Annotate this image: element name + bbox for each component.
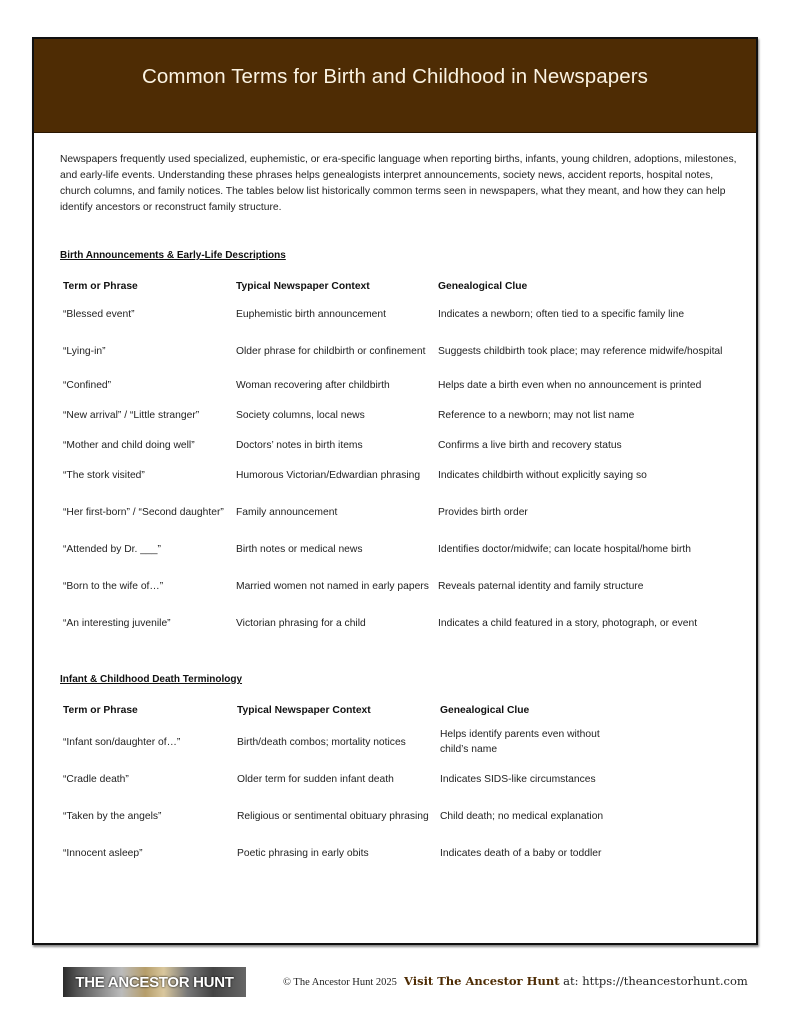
table-row	[60, 490, 740, 534]
term-cell: “Attended by Dr. ___”	[63, 543, 161, 555]
death-terms-table	[60, 700, 740, 868]
table-row	[60, 764, 740, 794]
context-cell: Humorous Victorian/Edwardian phrasing	[236, 469, 421, 481]
term-cell: “Mother and child doing well”	[63, 439, 195, 451]
section-title-death: Infant & Childhood Death Terminology	[60, 674, 243, 685]
table-header-row	[60, 700, 740, 720]
column-header-term: Term or Phrase	[63, 704, 138, 716]
clue-cell: Indicates death of a baby or toddler	[440, 847, 602, 859]
context-cell: Older term for sudden infant death	[237, 773, 394, 785]
table-row	[60, 564, 740, 608]
clue-cell: Indicates a child featured in a story, photograph, or event	[438, 617, 698, 629]
clue-cell: Identifies doctor/midwife; can locate hospital/home birth	[438, 543, 691, 555]
clue-cell: Helps date a birth even when no announcement is printed	[438, 379, 702, 391]
column-header-term: Term or Phrase	[63, 280, 138, 292]
term-cell: “Lying-in”	[63, 346, 106, 357]
context-cell: Birth notes or medical news	[236, 543, 363, 555]
table-header-row	[60, 276, 740, 296]
site-url-link[interactable]: https://theancestorhunt.com	[582, 974, 748, 988]
table-row	[60, 370, 740, 400]
context-cell: Older phrase for childbirth or confinement	[236, 346, 426, 357]
table-row	[60, 460, 740, 490]
table-row	[60, 333, 740, 370]
table-row	[60, 794, 740, 838]
table-row	[60, 430, 740, 460]
context-cell: Family announcement	[236, 506, 338, 518]
column-header-context: Typical Newspaper Context	[236, 280, 370, 292]
context-cell: Society columns, local news	[236, 409, 365, 421]
clue-cell: Indicates a newborn; often tied to a specific family line	[438, 309, 685, 320]
clue-cell: Reveals paternal identity and family structure	[438, 580, 644, 592]
table-row	[60, 608, 740, 638]
birth-terms-table	[60, 276, 740, 638]
term-cell: “Innocent asleep”	[63, 847, 143, 859]
clue-cell: Confirms a live birth and recovery status	[438, 439, 622, 451]
context-cell: Religious or sentimental obituary phrasing	[237, 810, 429, 822]
clue-cell: Helps identify parents even without child’s name	[440, 729, 600, 755]
context-cell: Victorian phrasing for a child	[236, 617, 366, 629]
column-header-context: Typical Newspaper Context	[237, 704, 371, 716]
copyright-text: © The Ancestor Hunt 2025	[283, 977, 397, 988]
clue-cell: Reference to a newborn; may not list name	[438, 409, 635, 421]
footer-credit	[283, 974, 748, 988]
term-cell: “Her first-born” / “Second daughter”	[63, 506, 224, 518]
clue-cell: Child death; no medical explanation	[440, 810, 604, 822]
ancestor-hunt-logo	[63, 967, 246, 997]
table-row	[60, 838, 740, 868]
context-cell: Married women not named in early papers	[236, 580, 429, 592]
context-cell: Euphemistic birth announcement	[236, 309, 386, 320]
table-row	[60, 720, 740, 764]
url-prefix: at:	[559, 974, 583, 988]
context-cell: Woman recovering after childbirth	[236, 379, 390, 391]
term-cell: “Infant son/daughter of…”	[63, 736, 181, 748]
clue-cell: Indicates SIDS-like circumstances	[440, 773, 596, 785]
table-row	[60, 534, 740, 564]
term-cell: “Confined”	[63, 379, 112, 391]
term-cell: “Born to the wife of…”	[63, 580, 164, 592]
section-title-birth: Birth Announcements & Early-Life Descriptions	[60, 250, 286, 261]
visit-link[interactable]: Visit The Ancestor Hunt	[404, 974, 560, 988]
clue-cell: Provides birth order	[438, 506, 528, 518]
column-header-clue: Genealogical Clue	[438, 280, 528, 292]
page-frame	[32, 37, 758, 945]
term-cell: “The stork visited”	[63, 469, 145, 481]
term-cell: “An interesting juvenile”	[63, 617, 171, 629]
clue-cell: Suggests childbirth took place; may reference midwife/hospital	[438, 346, 723, 357]
term-cell: “Cradle death”	[63, 773, 129, 785]
term-cell: “Blessed event”	[63, 309, 135, 320]
clue-cell: Indicates childbirth without explicitly saying so	[438, 469, 647, 481]
column-header-clue: Genealogical Clue	[440, 704, 530, 716]
term-cell: “New arrival” / “Little stranger”	[63, 409, 200, 421]
title-banner	[34, 39, 756, 133]
context-cell: Doctors’ notes in birth items	[236, 439, 363, 451]
context-cell: Birth/death combos; mortality notices	[237, 736, 406, 748]
page-title: Common Terms for Birth and Childhood in Newspapers	[142, 65, 648, 88]
term-cell: “Taken by the angels”	[63, 810, 162, 822]
intro-paragraph: Newspapers frequently used specialized, euphemistic, or era-specific language when reporting births, infants, young children, adoptions, milestones, and early-life events. Understanding these phrases helps genealogists interpret announcements, society news, accident reports, hospital notes, church columns, and family notices. The tables below list historically common terms seen in newspapers, what they meant, and how they can help identify ancestors or reconstruct family structure.	[60, 154, 737, 213]
table-row	[60, 296, 740, 333]
logo-text: THE ANCESTOR HUNT	[75, 974, 234, 991]
context-cell: Poetic phrasing in early obits	[237, 847, 369, 859]
table-row	[60, 400, 740, 430]
